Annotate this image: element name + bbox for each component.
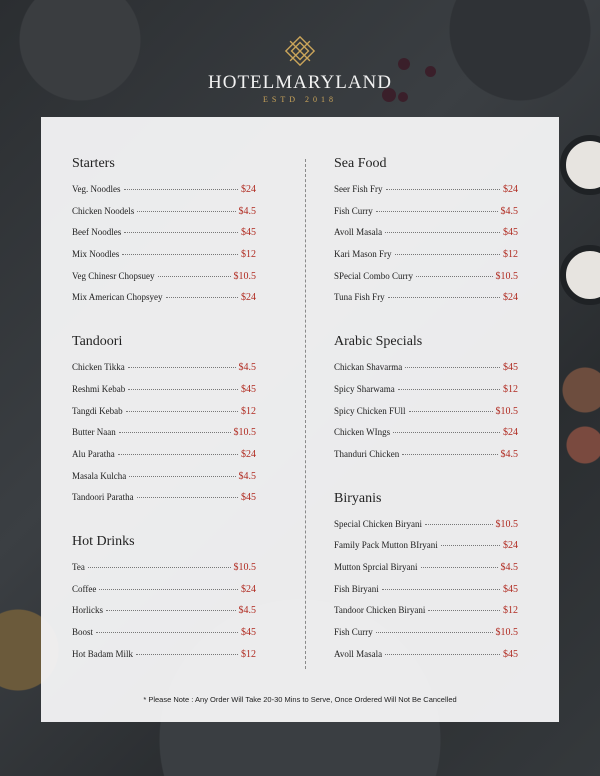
section-title: Starters bbox=[72, 156, 115, 171]
item-price: $10.5 bbox=[233, 270, 256, 282]
menu-right-column bbox=[334, 155, 518, 670]
item-price: $10.5 bbox=[233, 427, 256, 439]
menu-item bbox=[334, 649, 518, 671]
item-price: $4.5 bbox=[500, 448, 518, 460]
menu-item bbox=[72, 406, 256, 428]
order-note: * Please Note : Any Order Will Take 20-30 Mins to Serve, Once Ordered Will Not Be Cancelled bbox=[143, 695, 457, 704]
item-price: $12 bbox=[503, 383, 518, 395]
section-title: Biryanis bbox=[334, 490, 382, 506]
menu-item bbox=[334, 362, 518, 384]
item-price: $45 bbox=[503, 648, 518, 660]
dot-leader bbox=[137, 211, 235, 212]
dot-leader bbox=[382, 589, 500, 590]
dot-leader bbox=[118, 454, 238, 455]
menu-item bbox=[72, 649, 256, 671]
menu-item bbox=[334, 406, 518, 428]
dot-leader bbox=[124, 189, 239, 190]
item-name: Avoll Masala bbox=[334, 648, 383, 659]
item-price: $10.5 bbox=[495, 627, 518, 638]
section-title: Sea Food bbox=[334, 156, 387, 171]
item-price: $45 bbox=[503, 362, 518, 374]
item-price: $12 bbox=[241, 249, 256, 261]
dot-leader bbox=[128, 367, 236, 368]
menu-section-tandoori bbox=[72, 333, 256, 514]
menu-card bbox=[41, 117, 559, 722]
dot-leader bbox=[402, 454, 497, 455]
item-price: $4.5 bbox=[238, 605, 256, 617]
menu-item bbox=[334, 292, 518, 314]
item-price: $12 bbox=[241, 648, 256, 660]
menu-item bbox=[72, 427, 256, 449]
item-price: $10.5 bbox=[495, 270, 518, 282]
item-name: Tuna Fish Fry bbox=[334, 292, 385, 303]
item-price: $24 bbox=[241, 292, 256, 304]
item-price: $4.5 bbox=[238, 470, 256, 482]
item-price: $24 bbox=[503, 184, 518, 195]
item-price: $45 bbox=[241, 227, 256, 239]
section-title: Arabic Specials bbox=[334, 334, 423, 350]
diamond-logo-icon bbox=[283, 34, 317, 68]
menu-left-column bbox=[72, 155, 256, 670]
dot-leader bbox=[386, 189, 500, 190]
item-name: Boost bbox=[72, 627, 94, 637]
item-name: Veg. Noodles bbox=[72, 184, 121, 194]
item-name: Reshmi Kebab bbox=[72, 383, 126, 394]
dot-leader bbox=[137, 497, 238, 498]
item-name: Special Chicken Biryani bbox=[334, 518, 422, 529]
item-price: $24 bbox=[241, 448, 256, 460]
dot-leader bbox=[158, 276, 231, 277]
item-price: $4.5 bbox=[238, 205, 256, 217]
menu-item bbox=[334, 271, 518, 293]
dot-leader bbox=[425, 524, 493, 525]
item-price: $24 bbox=[503, 427, 518, 439]
item-price: $45 bbox=[241, 627, 256, 638]
dot-leader bbox=[376, 632, 493, 633]
menu-section-sea-food bbox=[334, 155, 518, 314]
item-name: Coffee bbox=[72, 583, 97, 594]
dot-leader bbox=[129, 476, 235, 477]
item-name: Thanduri Chicken bbox=[334, 448, 400, 459]
menu-item bbox=[72, 271, 256, 293]
item-name: Chickan Shavarma bbox=[334, 362, 403, 373]
item-name: SPecial Combo Curry bbox=[334, 270, 413, 281]
column-divider bbox=[305, 159, 306, 669]
dot-leader bbox=[441, 545, 500, 546]
item-name: Kari Mason Fry bbox=[334, 249, 392, 260]
menu-item bbox=[334, 562, 518, 584]
dot-leader bbox=[88, 567, 231, 568]
item-name: Chicken WIngs bbox=[334, 427, 391, 438]
dot-leader bbox=[126, 411, 238, 412]
menu-item bbox=[72, 362, 256, 384]
menu-item bbox=[72, 562, 256, 584]
item-price: $45 bbox=[503, 227, 518, 239]
menu-section-biryanis bbox=[334, 490, 518, 671]
item-name: Fish Biryani bbox=[334, 583, 379, 594]
item-price: $24 bbox=[503, 292, 518, 304]
dot-leader bbox=[128, 389, 238, 390]
menu-item bbox=[72, 584, 256, 606]
item-name: Tandoor Chicken Biryani bbox=[334, 605, 426, 616]
item-name: Tandoori Paratha bbox=[72, 492, 134, 503]
menu-item bbox=[334, 605, 518, 627]
item-price: $45 bbox=[241, 492, 256, 504]
dot-leader bbox=[405, 367, 500, 368]
menu-item bbox=[72, 449, 256, 471]
item-name: Seer Fish Fry bbox=[334, 184, 383, 194]
dot-leader bbox=[409, 411, 493, 412]
item-name: Mix Noodles bbox=[72, 249, 120, 260]
menu-item bbox=[334, 206, 518, 228]
item-price: $12 bbox=[241, 405, 256, 417]
menu-item bbox=[72, 227, 256, 249]
menu-item bbox=[72, 184, 256, 206]
dot-leader bbox=[106, 610, 236, 611]
dot-leader bbox=[395, 254, 501, 255]
item-name: Beef Noodles bbox=[72, 227, 122, 238]
menu-item bbox=[334, 427, 518, 449]
dot-leader bbox=[136, 654, 238, 655]
item-name: Chicken Noodels bbox=[72, 205, 135, 216]
menu-item bbox=[72, 384, 256, 406]
brand-name: HOTELMARYLAND bbox=[208, 72, 392, 93]
dot-leader bbox=[388, 297, 500, 298]
menu-item bbox=[72, 627, 256, 649]
dot-leader bbox=[99, 589, 238, 590]
menu-item bbox=[334, 449, 518, 471]
item-price: $12 bbox=[503, 249, 518, 261]
item-price: $10.5 bbox=[495, 405, 518, 417]
dot-leader bbox=[385, 654, 500, 655]
item-price: $4.5 bbox=[238, 362, 256, 374]
item-name: Mutton Sprcial Biryani bbox=[334, 561, 418, 572]
menu-item bbox=[72, 206, 256, 228]
item-price: $24 bbox=[503, 540, 518, 552]
dot-leader bbox=[166, 297, 239, 298]
menu-item bbox=[334, 227, 518, 249]
section-title: Tandoori bbox=[72, 334, 123, 350]
cup-decoration bbox=[560, 245, 600, 305]
cup-decoration bbox=[560, 135, 600, 195]
item-name: Spicy Sharwama bbox=[334, 383, 395, 394]
item-name: Horlicks bbox=[72, 605, 103, 616]
dot-leader bbox=[96, 632, 238, 633]
item-name: Spicy Chicken FUll bbox=[334, 405, 406, 416]
item-name: Family Pack Mutton BIryani bbox=[334, 540, 438, 551]
dot-leader bbox=[376, 211, 498, 212]
menu-item bbox=[72, 292, 256, 314]
item-price: $45 bbox=[241, 383, 256, 395]
menu-item bbox=[334, 384, 518, 406]
dot-leader bbox=[421, 567, 498, 568]
menu-section-arabic-specials bbox=[334, 333, 518, 470]
menu-item bbox=[334, 627, 518, 649]
menu-item bbox=[334, 584, 518, 606]
dot-leader bbox=[398, 389, 500, 390]
menu-item bbox=[72, 471, 256, 493]
item-name: Butter Naan bbox=[72, 427, 116, 438]
item-price: $10.5 bbox=[495, 518, 518, 530]
menu-item bbox=[334, 184, 518, 206]
item-price: $24 bbox=[241, 583, 256, 595]
dot-leader bbox=[119, 432, 231, 433]
item-price: $24 bbox=[241, 184, 256, 195]
item-name: Masala Kulcha bbox=[72, 470, 127, 481]
menu-item bbox=[334, 249, 518, 271]
item-price: $45 bbox=[503, 583, 518, 595]
item-name: Fish Curry bbox=[334, 627, 373, 637]
dot-leader bbox=[416, 276, 493, 277]
dot-leader bbox=[122, 254, 238, 255]
menu-item bbox=[72, 492, 256, 514]
dot-leader bbox=[393, 432, 500, 433]
item-price: $12 bbox=[503, 605, 518, 617]
item-name: Hot Badam Milk bbox=[72, 648, 133, 659]
item-name: Tangdi Kebab bbox=[72, 405, 123, 416]
item-price: $10.5 bbox=[233, 561, 256, 573]
item-price: $4.5 bbox=[500, 205, 518, 217]
brand-established: ESTD 2018 bbox=[263, 95, 337, 104]
menu-item bbox=[334, 519, 518, 541]
item-name: Chicken Tikka bbox=[72, 362, 125, 373]
item-name: Tea bbox=[72, 561, 85, 572]
item-price: $4.5 bbox=[500, 561, 518, 573]
item-name: Mix American Chopsyey bbox=[72, 292, 163, 303]
item-name: Veg Chinesr Chopsuey bbox=[72, 270, 155, 281]
item-name: Fish Curry bbox=[334, 205, 373, 216]
item-name: Avoll Masala bbox=[334, 227, 383, 238]
menu-section-starters bbox=[72, 155, 256, 314]
dot-leader bbox=[124, 232, 238, 233]
menu-item bbox=[72, 249, 256, 271]
dot-leader bbox=[385, 232, 500, 233]
menu-item bbox=[334, 540, 518, 562]
item-name: Alu Paratha bbox=[72, 448, 115, 459]
dot-leader bbox=[428, 610, 500, 611]
section-title: Hot Drinks bbox=[72, 533, 135, 549]
menu-section-hot-drinks bbox=[72, 533, 256, 670]
brand-logo bbox=[0, 34, 600, 104]
menu-item bbox=[72, 605, 256, 627]
